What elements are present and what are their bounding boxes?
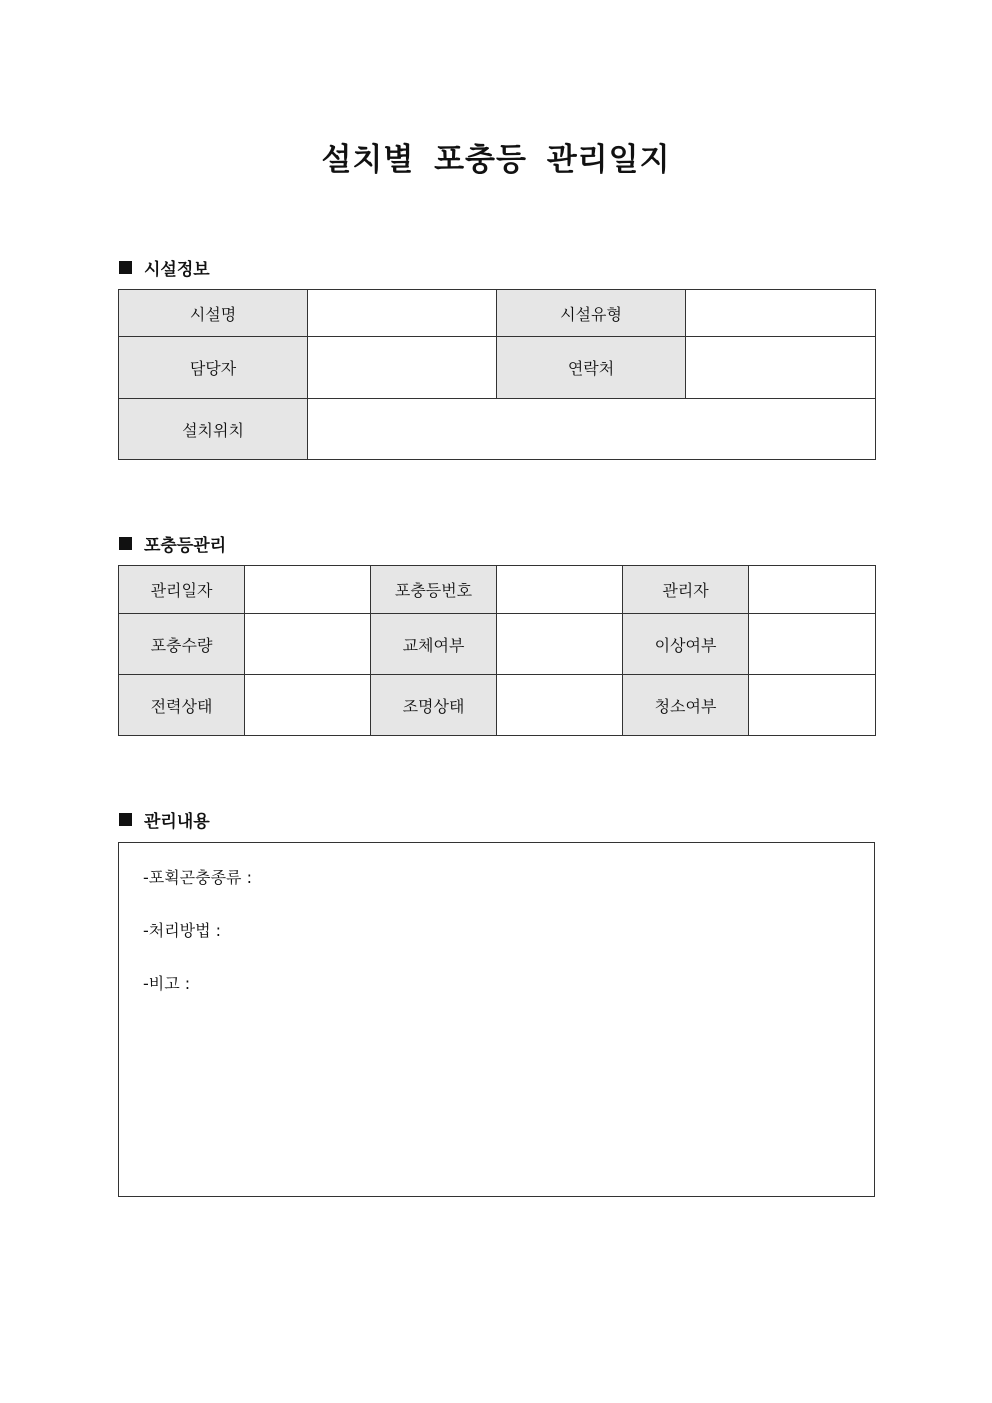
power-label: 전력상태 xyxy=(119,675,245,736)
replaced-label: 교체여부 xyxy=(371,614,497,675)
section-heading-label: 관리내용 xyxy=(144,812,210,832)
manager-field[interactable] xyxy=(308,337,497,399)
catch-count-field[interactable] xyxy=(245,614,371,675)
management-notes-box[interactable] xyxy=(118,842,875,1197)
power-field[interactable] xyxy=(245,675,371,736)
facility-info-table xyxy=(118,289,876,460)
replaced-field[interactable] xyxy=(497,614,623,675)
table-row xyxy=(119,290,876,337)
bullet-square-icon xyxy=(119,261,132,274)
note-insect-types: -포획곤충종류 : xyxy=(143,868,252,887)
table-row xyxy=(119,337,876,399)
admin-field[interactable] xyxy=(749,566,876,614)
contact-label: 연락처 xyxy=(497,337,686,399)
facility-name-field[interactable] xyxy=(308,290,497,337)
lighting-field[interactable] xyxy=(497,675,623,736)
section-heading-facility xyxy=(119,255,210,280)
section-heading-content xyxy=(119,807,210,832)
table-row xyxy=(119,399,876,460)
catch-count-label: 포충수량 xyxy=(119,614,245,675)
note-treatment-method: -처리방법 : xyxy=(143,921,222,940)
table-row xyxy=(119,566,876,614)
cleaned-field[interactable] xyxy=(749,675,876,736)
trap-number-field[interactable] xyxy=(497,566,623,614)
table-row xyxy=(119,675,876,736)
page-title: 설치별 포충등 관리일지 xyxy=(321,142,671,178)
abnormal-field[interactable] xyxy=(749,614,876,675)
trap-management-table xyxy=(118,565,876,736)
table-row xyxy=(119,614,876,675)
date-field[interactable] xyxy=(245,566,371,614)
location-label: 설치위치 xyxy=(119,399,308,460)
admin-label: 관리자 xyxy=(623,566,749,614)
manager-label: 담당자 xyxy=(119,337,308,399)
section-heading-label: 포충등관리 xyxy=(144,536,227,556)
note-remarks: -비고 : xyxy=(143,974,191,993)
location-field[interactable] xyxy=(308,399,876,460)
bullet-square-icon xyxy=(119,537,132,550)
date-label: 관리일자 xyxy=(119,566,245,614)
bullet-square-icon xyxy=(119,813,132,826)
section-heading-trap xyxy=(119,531,226,556)
cleaned-label: 청소여부 xyxy=(623,675,749,736)
trap-number-label: 포충등번호 xyxy=(371,566,497,614)
contact-field[interactable] xyxy=(686,337,876,399)
lighting-label: 조명상태 xyxy=(371,675,497,736)
section-heading-label: 시설정보 xyxy=(144,260,210,280)
facility-type-field[interactable] xyxy=(686,290,876,337)
facility-type-label: 시설유형 xyxy=(497,290,686,337)
abnormal-label: 이상여부 xyxy=(623,614,749,675)
facility-name-label: 시설명 xyxy=(119,290,308,337)
